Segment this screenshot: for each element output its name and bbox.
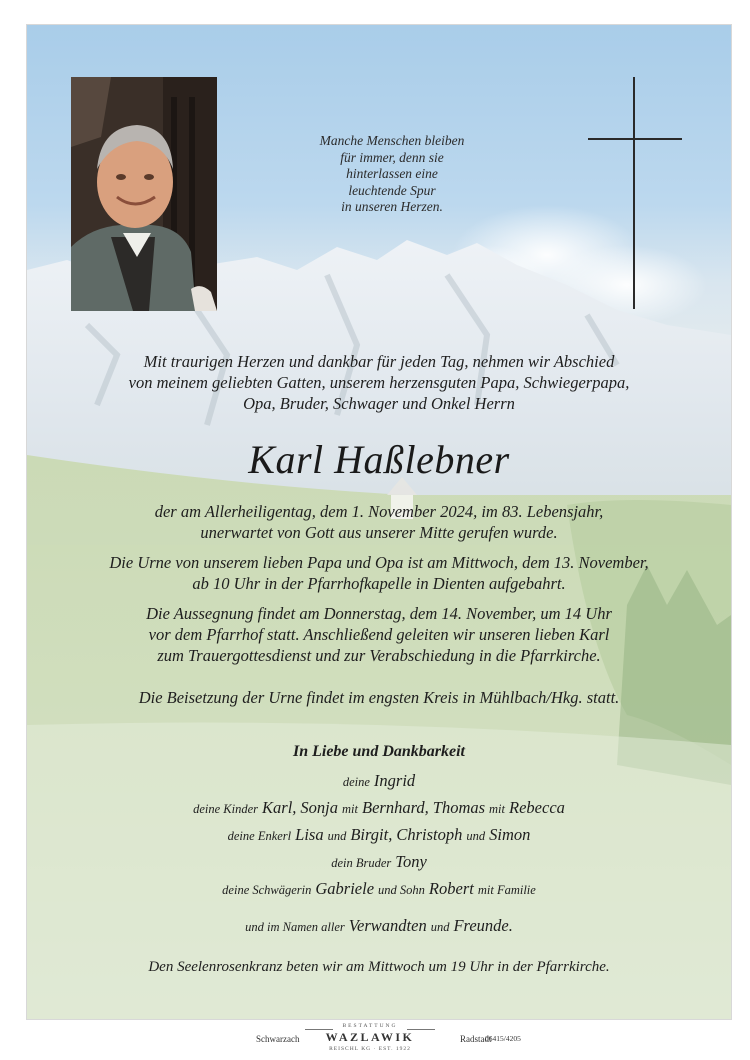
quote-line: leuchtende Spur — [348, 182, 436, 198]
burial-notice-line: Die Beisetzung der Urne findet im engsten Kreis in Mühlbach/Hkg. statt. — [138, 688, 620, 707]
blessing-notice-line: vor dem Pfarrhof statt. Anschließend geleiten wir unseren lieben Karl — [148, 625, 610, 644]
blessing-notice-line: Die Aussegnung findet am Donnerstag, dem 14. November, um 14 Uhr — [146, 604, 612, 623]
mourners-heading: In Liebe und Dankbarkeit — [292, 743, 465, 760]
logo-main-text: WAZLAWIK — [325, 1030, 415, 1044]
footer — [0, 1020, 750, 1060]
intro-line: Mit traurigen Herzen und dankbar für jeden Tag, nehmen wir Abschied — [143, 352, 615, 371]
funeral-home-logo — [305, 1023, 435, 1055]
death-notice — [27, 501, 731, 543]
blessing-notice-line: zum Trauergottesdienst und zur Verabschiedung in die Pfarrkirche. — [157, 646, 601, 665]
logo-top-text: BESTATTUNG — [342, 1023, 398, 1029]
quote-line: für immer, denn sie — [340, 149, 444, 165]
intro-line: Opa, Bruder, Schwager und Onkel Herrn — [243, 394, 515, 413]
quote-line: Manche Menschen bleiben — [319, 133, 465, 148]
footer-location-right: Radstadt — [460, 1034, 492, 1044]
rosary-notice: Den Seelenrosenkranz beten wir am Mittwoch um 19 Uhr in der Pfarrkirche. — [148, 959, 610, 975]
portrait-photo — [71, 77, 217, 311]
mourner-family: und im Namen aller Verwandten und Freunde. — [245, 916, 513, 935]
urn-notice-line: ab 10 Uhr in der Pfarrhofkapelle in Dienten aufgebahrt. — [192, 574, 566, 593]
quote-line: hinterlassen eine — [346, 166, 438, 181]
death-notice-line: unerwartet von Gott aus unserer Mitte gerufen wurde. — [200, 523, 558, 542]
death-notice-line: der am Allerheiligentag, dem 1. November 2024, im 83. Lebensjahr, — [154, 502, 604, 521]
mourner-wife: deine Ingrid — [342, 771, 416, 790]
intro-line: von meinem geliebten Gatten, unserem herzensguten Papa, Schwiegerpapa, — [128, 373, 630, 392]
mourner-sister-in-law: deine Schwägerin Gabriele und Sohn Robert mit Familie — [222, 879, 536, 898]
blessing-notice — [27, 603, 731, 666]
mourner-children: deine Kinder Karl, Sonja mit Bernhard, Thomas mit Rebecca — [193, 798, 565, 817]
mourner-brother: dein Bruder Tony — [331, 852, 427, 871]
mourners-list — [27, 768, 731, 903]
memorial-quote — [267, 133, 517, 216]
logo-sub-text: REISCHL KG · EST. 1922 — [329, 1046, 411, 1052]
footer-phone: 06415/4205 — [485, 1034, 521, 1043]
burial-notice — [27, 687, 731, 708]
deceased-name: Karl Haßlebner — [248, 437, 510, 482]
mourner-grandchildren: deine Enkerl Lisa und Birgit, Christoph und Simon — [227, 825, 531, 844]
obituary-card — [26, 24, 732, 1020]
urn-notice-line: Die Urne von unserem lieben Papa und Opa ist am Mittwoch, dem 13. November, — [109, 553, 649, 572]
footer-location-left: Schwarzach — [256, 1034, 300, 1044]
cross-icon — [588, 77, 682, 309]
intro-text — [27, 351, 731, 414]
quote-line: in unseren Herzen. — [341, 199, 443, 214]
urn-notice — [27, 552, 731, 594]
